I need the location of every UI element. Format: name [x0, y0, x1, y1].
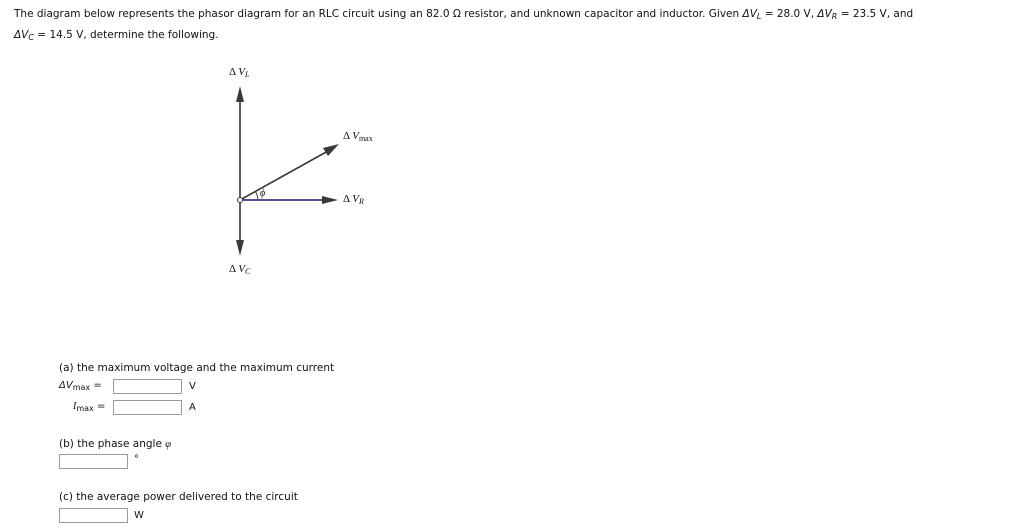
vl-given-value: = 28.0 V, [761, 8, 818, 20]
part-c-question: (c) the average power delivered to the circuit [59, 491, 298, 503]
phi-label [260, 188, 265, 199]
part-a-question: (a) the maximum voltage and the maximum current [59, 362, 335, 374]
imax-input-label [73, 401, 105, 413]
vr-given-value: = 23.5 V, and [837, 8, 914, 20]
part-b-question [59, 438, 171, 450]
vr-arrowhead [322, 196, 338, 204]
imax-unit: A [189, 402, 196, 413]
imax-input-label-sub: max [76, 404, 94, 413]
vc-label-delta: Δ [229, 263, 239, 275]
vc-given-sub: C [28, 33, 34, 42]
vl-label-var: V [238, 66, 245, 78]
imax-input[interactable] [113, 400, 182, 415]
vl-given-sub: L [756, 12, 762, 21]
phi-symbol: ϕ [260, 188, 266, 199]
vmax-arrowhead [323, 144, 339, 156]
vmax-input-label-sub: max [72, 383, 91, 392]
vl-given-delta: ΔV [742, 8, 757, 20]
vr-label-delta: Δ [343, 193, 353, 205]
vmax-input[interactable] [113, 379, 182, 394]
vr-label-sub: R [358, 197, 364, 206]
vl-label-delta: Δ [229, 66, 239, 78]
phase-angle-unit: ° [134, 454, 139, 465]
part-b-question-text: (b) the phase angle [59, 438, 166, 450]
vc-given-delta: ΔV [14, 29, 29, 41]
vc-label-var: V [238, 263, 245, 275]
vc-given-value: = 14.5 V, determine the following. [33, 29, 219, 41]
vc-label [229, 263, 250, 276]
phase-angle-arc [255, 191, 258, 200]
vl-arrowhead [236, 86, 244, 102]
vc-label-sub: C [244, 267, 251, 276]
imax-input-label-var: I [73, 401, 77, 412]
problem-text-part1: The diagram below represents the phasor diagram for an RLC circuit using an 82.0 Ω resistor, and unknown capacitor and inductor. Given [14, 8, 743, 20]
vmax-unit: V [189, 381, 196, 392]
vr-given-delta: ΔV [817, 8, 832, 20]
vmax-equals: = [93, 380, 102, 391]
vl-label [229, 66, 249, 79]
part-b-phi: φ [165, 439, 172, 450]
vmax-input-label [59, 380, 102, 392]
vmax-label-sub: max [358, 134, 373, 143]
vr-label-var: V [352, 193, 359, 205]
imax-equals: = [96, 401, 106, 412]
phase-angle-input[interactable] [59, 454, 128, 469]
vmax-vector-line [240, 151, 328, 200]
vmax-input-label-delta: ΔV [59, 380, 73, 391]
vmax-label-delta: Δ [343, 130, 353, 142]
vc-arrowhead [236, 240, 244, 256]
vr-given-sub: R [831, 12, 838, 21]
average-power-input[interactable] [59, 508, 128, 523]
average-power-unit: W [134, 510, 144, 521]
vl-label-sub: L [244, 70, 250, 79]
vmax-label [343, 130, 373, 143]
vmax-label-var: V [352, 130, 359, 142]
vr-label [343, 193, 364, 206]
origin-point [238, 198, 243, 203]
